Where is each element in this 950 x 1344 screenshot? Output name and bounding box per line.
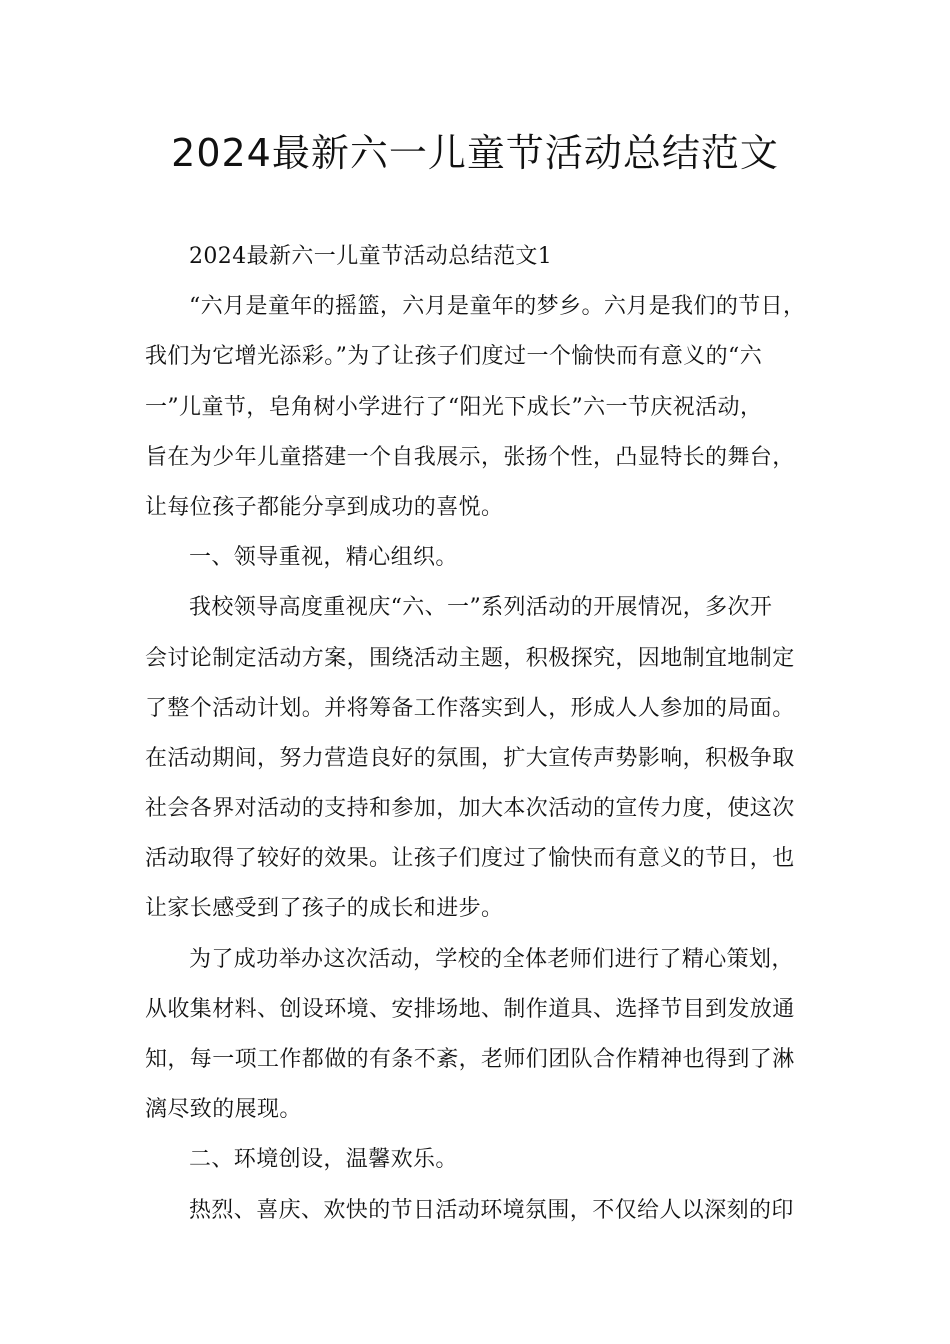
document-title: 2024最新六一儿童节活动总结范文 [171, 131, 779, 175]
text-line: 漓尽致的展现。 [145, 1097, 302, 1123]
text-line: 让家长感受到了孩子的成长和进步。 [145, 896, 504, 922]
text-line: 了整个活动计划。并将筹备工作落实到人，形成人人参加的局面。 [145, 695, 795, 721]
text-line: 知，每一项工作都做的有条不紊，老师们团队合作精神也得到了淋 [145, 1047, 795, 1072]
text-line: 从收集材料、创设环境、安排场地、制作道具、选择节目到发放通 [145, 996, 795, 1022]
text-line: 我们为它增光添彩。”为了让孩子们度过一个愉快而有意义的“六 [145, 344, 763, 370]
text-line: 热烈、喜庆、欢快的节日活动环境氛围，不仅给人以深刻的印 [189, 1197, 794, 1223]
text-line: 在活动期间，努力营造良好的氛围，扩大宣传声势影响，积极争取 [145, 745, 795, 771]
text-line: 2024最新六一儿童节活动总结范文1 [189, 244, 553, 269]
text-line: 我校领导高度重视庆“六、一”系列活动的开展情况，多次开 [189, 595, 773, 621]
text-line: 活动取得了较好的效果。让孩子们度过了愉快而有意义的节日，也 [145, 846, 795, 872]
document-body [145, 232, 809, 1236]
text-line: 让每位孩子都能分享到成功的喜悦。 [145, 494, 504, 520]
text-line: 会讨论制定活动方案，围绕活动主题，积极探究，因地制宜地制定 [145, 645, 795, 671]
text-line: 一、领导重视，精心组织。 [189, 545, 458, 571]
text-line: 二、环境创设，温馨欢乐。 [189, 1147, 458, 1173]
text-line: 社会各界对活动的支持和参加，加大本次活动的宣传力度，使这次 [145, 796, 795, 822]
text-line: “六月是童年的摇篮，六月是童年的梦乡。六月是我们的节日， [189, 294, 806, 320]
text-line: 一”儿童节，皂角树小学进行了“阳光下成长”六一节庆祝活动， [145, 394, 763, 420]
text-line: 为了成功举办这次活动，学校的全体老师们进行了精心策划， [189, 946, 794, 972]
text-line: 旨在为少年儿童搭建一个自我展示，张扬个性，凸显特长的舞台， [145, 444, 795, 470]
